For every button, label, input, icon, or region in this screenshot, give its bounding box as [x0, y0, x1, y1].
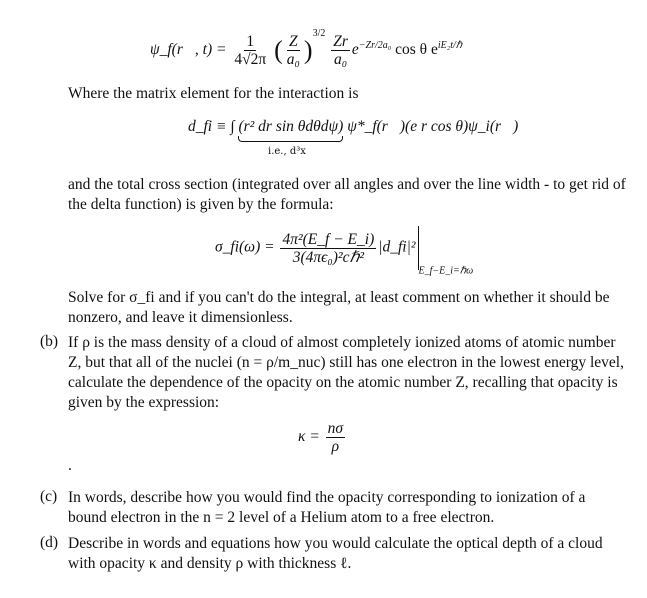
paragraph-solve: Solve for σ_fi and if you can't do the integral, at least comment on whether it should be nonzero, and leave it dimensionless.	[68, 289, 610, 326]
frac-num: 4π²(E_f − E_i)	[282, 230, 375, 248]
dfi-squared: |d_fi|²	[378, 238, 416, 256]
frac-den: 4√2π	[234, 50, 267, 68]
underbrace-note: i.e., d³x	[268, 146, 306, 157]
dfi-integrand: ψ*_f(r⃗)(e r cos θ)ψ_i(r⃗)	[347, 118, 519, 135]
part-d-text: Describe in words and equations how you would calculate the optical depth of a cloud with opacity κ and density ρ with thickness ℓ.	[68, 535, 603, 572]
exponent: 3/2	[312, 28, 326, 39]
equation-kappa	[298, 420, 347, 455]
part-c-label: (c)	[40, 488, 58, 505]
frac-den: a₀	[333, 50, 348, 68]
frac-den: 3(4πϵ₀)²cℏ²	[292, 248, 364, 266]
equation-psi: ψ_f(r⃗, t) = $\frac{1}{4√2\pi}$ ( $\frac{Z}{\text{a₀}}$ )$^{3/2}$ $\frac{Zr}{\text{a₀}}$ $e^{-Zr/2a_0}$ cos θ $e^{iE_2t/\hbar}$	[150, 28, 463, 68]
frac-zr-a0	[331, 33, 350, 68]
frac-den: ρ	[331, 438, 340, 455]
frac-norm	[232, 33, 268, 68]
frac-num: nσ	[327, 420, 344, 437]
equation-dfi	[188, 118, 518, 136]
exponent: iE₂t/ℏ	[437, 39, 463, 51]
exponent: −Zr/2a₀	[358, 39, 392, 51]
dfi-lhs: d_fi ≡ ∫	[188, 118, 235, 135]
frac-num: Z	[289, 32, 298, 50]
psi-lhs: ψ_f(r⃗, t) =	[150, 41, 227, 58]
evaluation-condition: E_f−E_i=ℏω	[418, 265, 474, 277]
exp-base: e	[351, 41, 359, 58]
kappa-lhs: κ =	[298, 428, 320, 446]
cos-term: cos θ e	[395, 41, 438, 58]
volume-element: (r² dr sin θdθdψ)	[238, 118, 344, 135]
part-d-label: (d)	[40, 534, 59, 551]
part-c-text: In words, describe how you would find the opacity corresponding to ionization of a bound electron in the n = 2 level of a Helium atom to a free electron.	[68, 489, 586, 526]
frac-z-a0	[285, 33, 302, 68]
part-b-label: (b)	[40, 333, 59, 350]
sigma-lhs: σ_fi(ω) =	[215, 238, 275, 256]
paragraph-cross-section: and the total cross section (integrated over all angles and over the line width - to get rid of the delta function) is given by the formula:	[68, 176, 626, 213]
frac-num: 1	[246, 32, 255, 50]
frac-kappa	[326, 420, 345, 455]
frac-sigma	[280, 231, 376, 266]
frac-den: a₀	[286, 50, 300, 68]
part-b-text: If ρ is the mass density of a cloud of almost completely ionized atoms of atomic number Z, but that all of the nuclei (n = ρ/m_nuc) still has one electron in the lowest energy level, calculate the dependence of the opacity on the atomic number Z, recalling that opacity is given by the expression:	[68, 334, 624, 411]
frac-num: Zr	[333, 32, 348, 50]
paragraph-matrix: Where the matrix element for the interaction is	[68, 85, 359, 102]
evaluation-bar	[418, 226, 419, 270]
equation-sigma	[215, 226, 473, 277]
period: .	[68, 457, 72, 474]
